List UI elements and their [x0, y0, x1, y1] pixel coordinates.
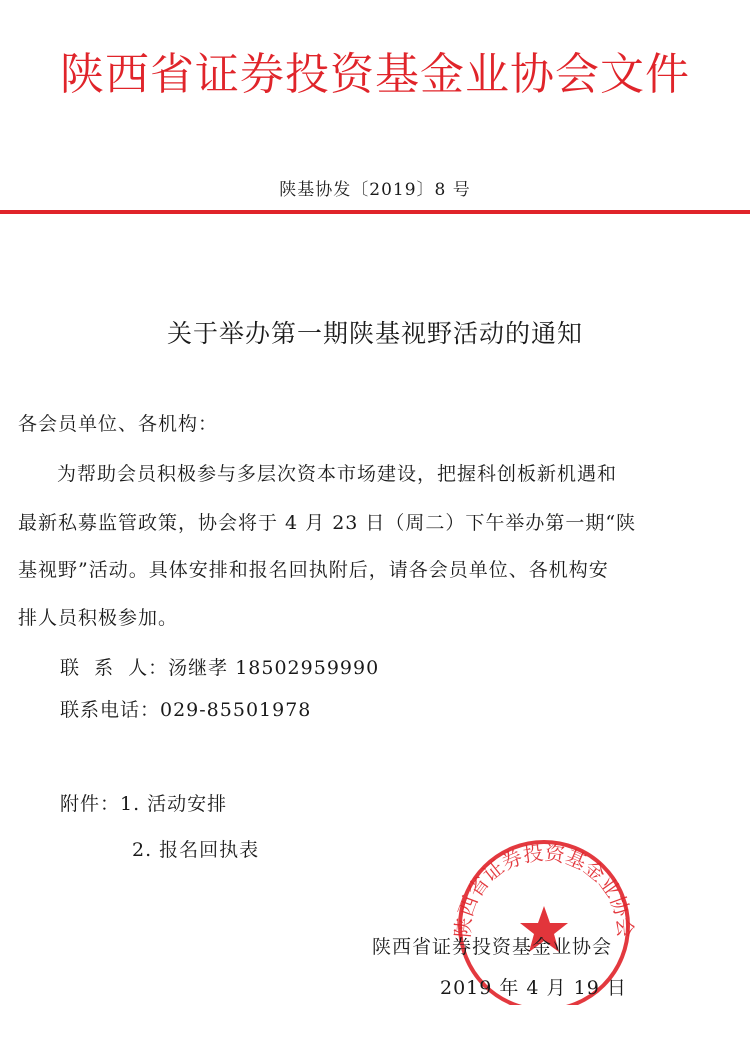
body-line-4: 排人员积极参加。 — [18, 607, 179, 629]
body-line-3: 基视野”活动。具体安排和报名回执附后，请各会员单位、各机构安 — [18, 559, 609, 581]
header-title: 陕西省证券投资基金业协会文件 — [60, 49, 690, 100]
signature-date: 2019 年 4 月 19 日 — [440, 977, 627, 999]
svg-text:陕西省证券投资基金业协会: 陕西省证券投资基金业协会 — [450, 840, 638, 939]
notice-title: 关于举办第一期陕基视野活动的通知 — [166, 319, 583, 348]
attachment-2: 2. 报名回执表 — [132, 839, 260, 861]
body-line-2: 最新私募监管政策，协会将于 4 月 23 日（周二）下午举办第一期“陕 — [18, 512, 637, 534]
salutation: 各会员单位、各机构： — [18, 413, 219, 435]
contact-phone: 联系电话：029-85501978 — [60, 699, 312, 721]
document-number: 陕基协发〔2019〕8 号 — [279, 180, 471, 200]
header-divider — [0, 210, 750, 214]
signature-org: 陕西省证券投资基金业协会 — [372, 936, 613, 958]
contact-person: 联 系 人：汤继孝 18502959990 — [60, 657, 380, 679]
body-line-1: 为帮助会员积极参与多层次资本市场建设，把握科创板新机遇和 — [57, 463, 618, 485]
attachment-1: 附件：1. 活动安排 — [60, 793, 228, 815]
